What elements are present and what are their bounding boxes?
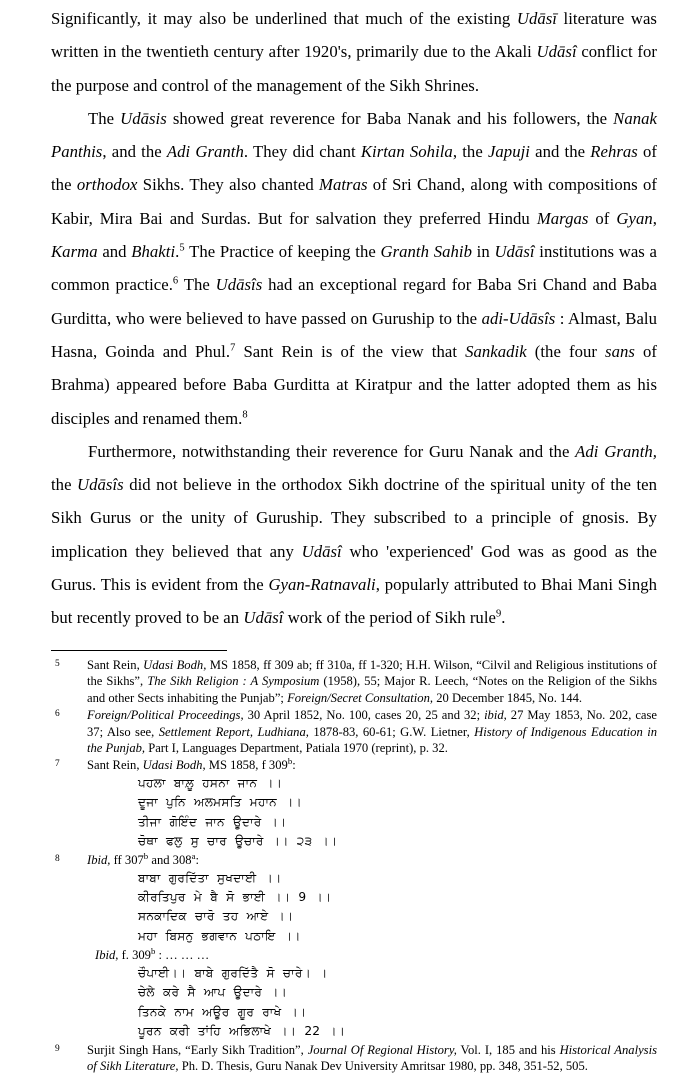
italic-text: Udāsis (120, 108, 167, 128)
text-run: , and the (102, 142, 167, 162)
gurmukhi-verse-line: ਪੂਰਨ ਕਰੀ ਤਾਂਹਿ ਅਭਿਲਾਖੇ ।। 22 ।। (138, 1023, 346, 1038)
text-run: did not believe in the orthodox Sikh doctrine of the spiritual unity of the ten Sikh Gurus or the unity of Guruship. They subscribed to a principle of gnosis. By implication they believed that any (51, 475, 657, 561)
text-run: , (652, 208, 657, 228)
italic-text: Udāsī (516, 9, 557, 28)
italic-text: Sankadik (465, 341, 527, 361)
text-run: MS 1858, ff 309 ab; ff 310a, ff 1-320; H.H. Wilson, “Cilvil and Religious institutions of the Sikhs”, (87, 657, 657, 689)
italic-text: Udāsîs (215, 275, 263, 295)
gurmukhi-verse-line: ਚੌਪਾਈ।। ਬਾਬੇ ਗੁਰਦਿੱਤੈ ਸੋ ਚਾਰੇ। । (138, 965, 328, 980)
gurmukhi-verse-line: ਤਿਨਕੇ ਨਾਮ ਅਊਰ ਗੂਰ ਰਾਖੇ ।। (138, 1004, 307, 1019)
text-run: (the four (526, 341, 606, 361)
footnote-9 (51, 1042, 657, 1075)
italic-text: Margas (536, 208, 589, 228)
italic-text: Karma (51, 242, 98, 262)
italic-text: Ibid, (87, 852, 111, 867)
gurmukhi-verse-line: ਚੇਲੇ ਕਰੇ ਸੈ ਆਪ ਊਦਾਰੇ ।। (138, 985, 288, 1000)
italic-text: Matras (319, 175, 368, 195)
gurmukhi-verse-line: ਪਹਲਾ ਬਾਲ਼ੂ ਹਸਨਾ ਜਾਨ ।। (138, 775, 283, 790)
italic-text: Foreign/Secret Consultation, (287, 690, 434, 705)
superscript-marker: b (143, 850, 149, 861)
gurmukhi-verse-block (87, 774, 657, 852)
italic-text: ibid, (484, 707, 507, 722)
italic-text: Gyan (616, 208, 653, 228)
text-run: The (88, 108, 121, 128)
italic-text: adi-Udāsîs (481, 308, 556, 328)
text-run: and the (529, 142, 591, 162)
superscript-marker: a (191, 850, 196, 861)
italic-text: Ibid (95, 948, 116, 963)
italic-text: Bhakti (131, 242, 176, 262)
italic-text: Adi Granth, (575, 441, 657, 461)
text-run: . They did chant (243, 142, 361, 162)
italic-text: Japuji (487, 142, 530, 162)
text-run: (1958), 55; Major R. Leech, “Notes on the Religion of the Sikhs and other Sects inhabiting the Punjab”; (87, 674, 657, 705)
gurmukhi-verse-line: ਤੀਜਾ ਗੋਇੰਦ ਜਾਨ ਊਦਾਰੇ ।। (138, 814, 287, 829)
text-run: 1878-83, 60-61; G.W. Lietner, (308, 724, 475, 739)
footnote-7 (51, 757, 657, 851)
text-run: and 308 (148, 852, 192, 867)
text-run: : … … … (155, 948, 210, 963)
italic-text: Udāsîs (77, 475, 124, 495)
italic-text: Foreign/Political Proceedings, (87, 707, 244, 722)
gurmukhi-verse-line: ਚੋਥਾ ਫਲੁ ਸੁ ਚਾਰ ਊਚਾਰੇ ।। ੨੩ ।। (138, 834, 338, 849)
text-run: Vol. I, 185 and his (456, 1042, 560, 1057)
footnote-text (87, 852, 657, 869)
text-run: of (588, 208, 617, 228)
text-run: 30 April 1852, No. 100, cases 20, 25 and 32; (243, 707, 485, 722)
footnote-number: 6 (55, 708, 60, 719)
gurmukhi-verse-block (87, 869, 657, 947)
text-run: ff 307 (110, 852, 144, 867)
footnote-list (51, 657, 657, 1075)
superscript-marker: 7 (230, 342, 236, 354)
footnote-number: 5 (55, 658, 60, 669)
italic-text: Granth Sahib (380, 242, 472, 262)
paragraph-list (51, 2, 657, 635)
italic-text: Udāsî (301, 541, 342, 561)
footnote-number: 7 (55, 759, 60, 770)
text-run: : (292, 758, 296, 773)
gurmukhi-verse-line: ਮਹਾ ਬਿਸਨੁ ਭਗਵਾਨ ਪਠਾਇ ।। (138, 928, 301, 943)
text-run: and (97, 242, 132, 262)
italic-text: Udāsî (494, 242, 535, 262)
footnote-5 (51, 657, 657, 707)
text-run: , popularly attributed to Bhai Mani Singh but recently proved to be an (51, 575, 657, 628)
text-run: Sant Rein is of the view that (235, 341, 466, 361)
text-run: showed great reverence for Baba Nanak and his followers, the (166, 108, 614, 128)
gurmukhi-verse-line: ਸਨਕਾਦਿਕ ਚਾਰੋ ਤਹ ਆਏ ।। (138, 909, 294, 924)
text-run: the (51, 475, 78, 495)
gurmukhi-verse-block-2 (87, 964, 657, 1042)
footnote-number: 8 (55, 853, 60, 864)
text-run: : Almast, Balu Hasna, Goinda and Phul. (51, 308, 657, 361)
footnote-separator-rule (51, 650, 227, 651)
italic-text: Udasi Bodh, (143, 657, 207, 672)
superscript-marker: 9 (495, 608, 502, 620)
text-run: Part I, Languages Department, Patiala 1970 (reprint), p. 32. (145, 741, 448, 756)
italic-text: Journal Of Regional History, (307, 1042, 457, 1057)
italic-text: Udāsî (243, 608, 284, 628)
superscript-marker: 5 (179, 242, 185, 254)
text-run: : (195, 852, 199, 867)
text-run: had an exceptional regard for Baba Sri Chand and Baba Gurditta, who were believed to have passed on Guruship to the (51, 275, 657, 328)
text-run: of the (51, 142, 658, 195)
gurmukhi-verse-line: ਦੂਜਾ ਪੁਨਿ ਅਲਮਸਤਿ ਮਹਾਨ ।। (138, 795, 302, 810)
italic-text: Gyan-Ratnavali (268, 575, 376, 595)
text-run: conflict for the purpose and control of the management of the Sikh Shrines. (51, 42, 658, 95)
italic-text: The Sikh Religion : A Symposium (147, 674, 320, 689)
italic-text: Nanak Panthis (51, 108, 657, 162)
text-run: Sant Rein, (87, 758, 143, 773)
text-run: Furthermore, notwithstanding their reverence for Guru Nanak and the (88, 441, 576, 461)
italic-text: Adi Granth (166, 142, 244, 162)
italic-text: Udāsî (536, 42, 577, 62)
footnote-text (87, 657, 657, 707)
text-run: MS 1858, f 309 (205, 758, 288, 773)
italic-text: History of Indigenous Education in the Punjab, (87, 724, 657, 756)
text-run: literature was written in the twentieth century after 1920's, primarily due to the Akali (51, 9, 657, 62)
italic-text: orthodox (76, 175, 138, 195)
italic-text: sans (605, 341, 635, 361)
italic-text: Kirtan Sohila (360, 142, 453, 162)
italic-text: Settlement Report, Ludhiana, (158, 724, 309, 739)
footnote-text (87, 1042, 657, 1075)
superscript-marker: 8 (242, 409, 248, 420)
text-run: 20 December 1845, No. 144. (433, 690, 583, 705)
text-run: . (501, 608, 506, 628)
text-run: 27 May 1853, No. 202, case 37; Also see, (87, 707, 658, 739)
italic-text: Rehras (590, 142, 638, 162)
footnote-8 (51, 852, 657, 1041)
para-3 (51, 435, 657, 635)
text-run: in (471, 242, 495, 262)
footnote-text (87, 707, 657, 757)
text-run: , the (452, 142, 488, 162)
para-1 (51, 2, 657, 102)
text-run: of Sri Chand, along with compositions of Kabir, Mira Bai and Surdas. But for salvation they preferred Hindu (51, 175, 657, 228)
gurmukhi-verse-line: ਕੀਰਤਿਪੁਰ ਮੇ ਬੈ ਸੋ ਭਾਈ ।। 9 ।। (138, 889, 332, 904)
text-run: Sikhs. They also chanted (137, 175, 319, 195)
text-run: Ph. D. Thesis, Guru Nanak Dev University Amritsar 1980, pp. 348, 351-52, 505. (178, 1059, 588, 1074)
para-2 (51, 102, 657, 435)
text-run: The (178, 275, 216, 295)
gurmukhi-verse-line: ਬਾਬਾ ਗੁਰਦਿੱਤਾ ਸੁਖਦਾਈ ।। (138, 870, 282, 885)
italic-text: Udasi Bodh, (142, 758, 206, 773)
text-run: Surjit Singh Hans, “Early Sikh Tradition”, (87, 1042, 308, 1057)
text-run: work of the period of Sikh rule (283, 608, 496, 628)
italic-text: Historical Analysis of Sikh Literature, (87, 1042, 657, 1074)
text-run: , f. 309 (115, 948, 151, 963)
text-run: Sant Rein, (87, 657, 144, 672)
footnote-text (87, 757, 657, 774)
body-text-area (51, 0, 657, 635)
footnote-6 (51, 707, 657, 757)
text-run: who 'experienced' God was as good as the Gurus. This is evident from the (51, 541, 657, 595)
superscript-marker: b (150, 945, 156, 956)
footnote-number: 9 (55, 1043, 60, 1054)
text-run: institutions was a common practice. (51, 242, 657, 295)
text-run: . (175, 242, 180, 262)
footnote-sub-reference (87, 947, 657, 964)
text-run: The Practice of keeping the (184, 242, 381, 262)
text-run: of Brahma) appeared before Baba Gurditta at Kiratpur and the latter adopted them as his disciples and renamed them. (51, 341, 657, 428)
superscript-marker: b (287, 756, 293, 767)
superscript-marker: 6 (172, 275, 179, 287)
text-run: Significantly, it may also be underlined that much of the existing (51, 9, 517, 28)
